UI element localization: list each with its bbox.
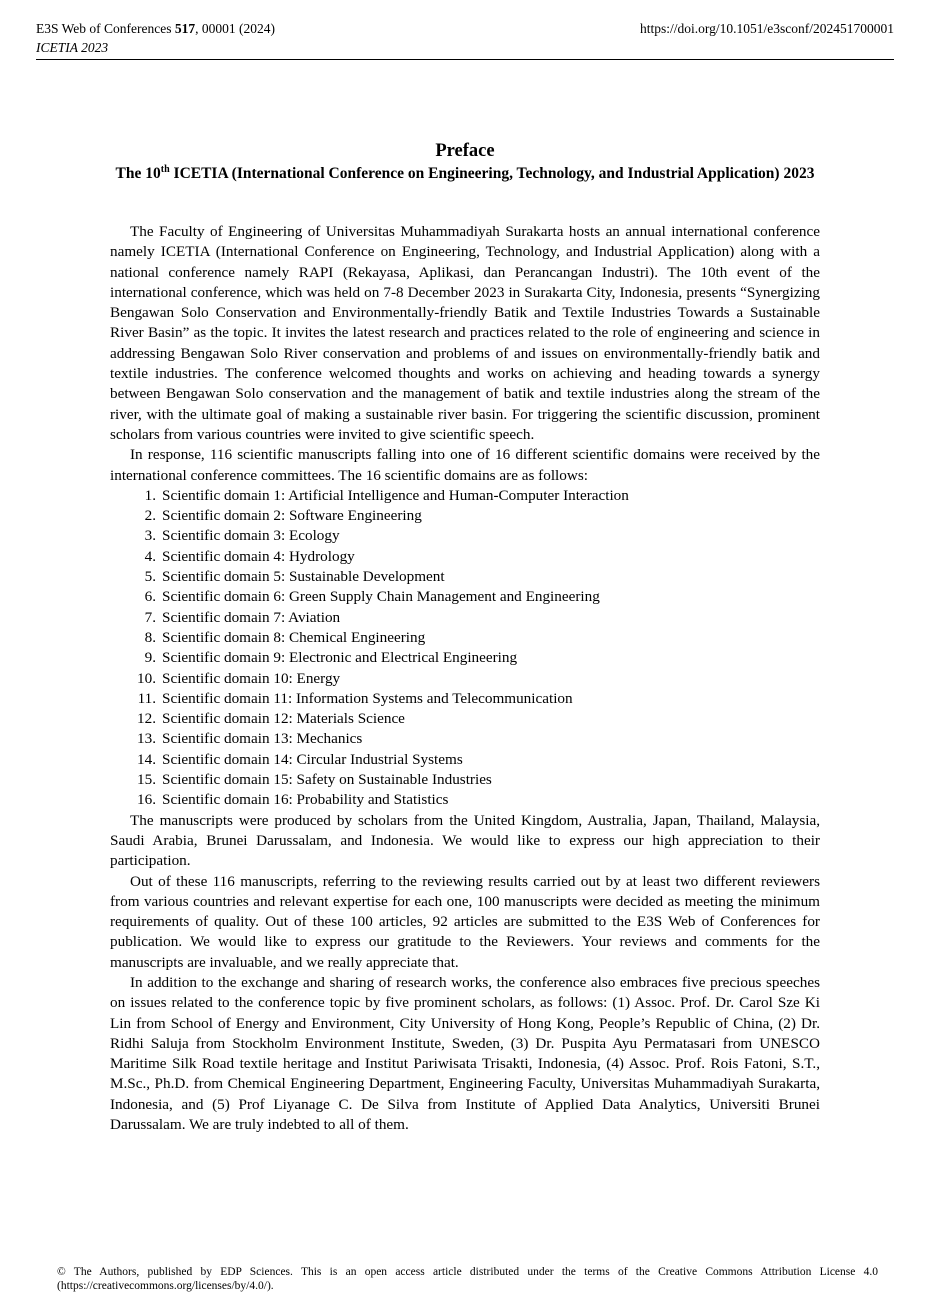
list-item <box>110 689 820 709</box>
list-number: 2. <box>144 507 156 525</box>
header-left <box>36 19 275 57</box>
paragraph: In addition to the exchange and sharing of research works, the conference also embraces five precious speeches on issues related to the conference topic by five prominent scholars, as follows: (1) Assoc. Prof. Dr. Carol Sze Ki Lin from School of Energy and Environment, City University of Hong Kong, People’s Republic of China, (2) Dr. Ridhi Saluja from Stockholm Environment Institute, Sweden, (3) Dr. Puspita Ayu Permatasari from UNESCO Maritime Silk Road textile heritage and Institut Pariwisata Trisakti, Indonesia, (4) Assoc. Prof. Rois Fatoni, S.T., M.Sc., Ph.D. from Chemical Engineering Department, Engineering Faculty, Universitas Muhammadiyah Surakarta, Indonesia, and (5) Prof Liyanage C. De Silva from Institute of Applied Data Analytics, Universiti Brunei Darussalam. We are truly indebted to all of them. <box>110 973 820 1134</box>
list-item <box>110 669 820 689</box>
paragraph: The manuscripts were produced by scholars from the United Kingdom, Australia, Japan, Thailand, Malaysia, Saudi Arabia, Brunei Darussalam, and Indonesia. We would like to express our high appreciation to their participation. <box>110 811 820 870</box>
subtitle-pre: The 10 <box>115 165 161 182</box>
list-number: 6. <box>144 588 156 606</box>
page-subtitle <box>110 164 820 184</box>
paragraph: In response, 116 scientific manuscripts falling into one of 16 different scientific domains were received by the international conference committees. The 16 scientific domains are as follows: <box>110 446 820 484</box>
list-item <box>110 648 820 668</box>
list-item <box>110 567 820 587</box>
list-text: Scientific domain 12: Materials Science <box>162 710 405 728</box>
list-item <box>110 486 820 506</box>
list-text: Scientific domain 10: Energy <box>162 669 341 687</box>
article-year: , 00001 (2024) <box>195 21 276 36</box>
list-item <box>110 526 820 546</box>
list-item <box>110 770 820 790</box>
list-item <box>110 709 820 729</box>
list-item <box>110 750 820 770</box>
title-block <box>110 140 820 184</box>
list-number: 15. <box>137 771 156 789</box>
list-text: Scientific domain 6: Green Supply Chain Management and Engineering <box>162 588 600 606</box>
list-number: 14. <box>137 750 156 768</box>
list-number: 10. <box>137 669 156 687</box>
list-text: Scientific domain 7: Aviation <box>162 608 341 626</box>
list-number: 4. <box>144 547 156 565</box>
list-number: 1. <box>144 486 156 504</box>
list-number: 5. <box>144 568 156 586</box>
journal-citation <box>36 19 275 38</box>
license-footer: © The Authors, published by EDP Sciences. This is an open access article distributed under the terms of the Creative Commons Attribution License 4.0 (https://creativecommons.org/licenses/by/4.0/). <box>57 1266 878 1292</box>
list-item <box>110 628 820 648</box>
list-text: Scientific domain 14: Circular Industrial Systems <box>162 750 463 768</box>
list-text: Scientific domain 3: Ecology <box>162 527 340 545</box>
list-text: Scientific domain 4: Hydrology <box>162 547 355 565</box>
list-number: 9. <box>144 649 156 667</box>
conference-name: ICETIA 2023 <box>36 40 109 55</box>
subtitle-post: ICETIA (International Conference on Engineering, Technology, and Industrial Application) 2023 <box>169 165 815 182</box>
list-item <box>110 729 820 749</box>
domain-list <box>110 486 820 811</box>
list-text: Scientific domain 13: Mechanics <box>162 730 363 748</box>
page-title: Preface <box>435 141 495 161</box>
list-number: 16. <box>137 791 156 809</box>
list-number: 11. <box>137 689 156 707</box>
list-number: 8. <box>144 628 156 646</box>
paragraph: The Faculty of Engineering of Universitas Muhammadiyah Surakarta hosts an annual international conference namely ICETIA (International Conference on Engineering, Technology, and Industrial Application) along with a national conference namely RAPI (Rekayasa, Aplikasi, dan Perancangan Industri). The 10th event of the international conference, which was held on 7-8 December 2023 in Surakarta City, Indonesia, presents “Synergizing Bengawan Solo Conservation and Environmentally-friendly Batik and Textile Industries Towards a Sustainable River Basin” as the topic. It invites the latest research and practices related to the role of engineering and science in addressing Bengawan Solo River conservation and problems of and issues on environmentally-friendly batik and textile industries. The conference welcomed thoughts and works on achieving and heading towards a synergy between Bengawan Solo conservation and the management of batik and textile industries along the stream of the river, with the ultimate goal of making a sustainable river basin. For triggering the scientific discussion, prominent scholars from various countries were invited to give scientific speech. <box>110 223 820 443</box>
list-text: Scientific domain 9: Electronic and Electrical Engineering <box>162 649 518 667</box>
list-text: Scientific domain 8: Chemical Engineering <box>162 628 426 646</box>
paragraph: Out of these 116 manuscripts, referring to the reviewing results carried out by at least two different reviewers from various countries and relevant expertise for each one, 100 manuscripts were decided as meeting the minimum requirements of quality. Out of these 100 articles, 92 articles are submitted to the E3S Web of Conferences for publication. We would like to express our gratitude to the Reviewers. Your reviews and comments for the manuscripts are invaluable, and we really appreciate that. <box>110 872 820 971</box>
list-item <box>110 587 820 607</box>
journal-volume: 517 <box>174 21 196 36</box>
list-text: Scientific domain 16: Probability and Statistics <box>162 791 449 809</box>
list-text: Scientific domain 2: Software Engineering <box>162 507 422 525</box>
list-number: 7. <box>144 608 156 626</box>
list-item <box>110 790 820 810</box>
list-text: Scientific domain 1: Artificial Intelligence and Human-Computer Interaction <box>162 486 629 504</box>
list-number: 12. <box>137 710 156 728</box>
list-number: 13. <box>137 730 156 748</box>
list-text: Scientific domain 11: Information Systems and Telecommunication <box>162 689 573 707</box>
list-number: 3. <box>144 527 156 545</box>
list-text: Scientific domain 5: Sustainable Development <box>162 568 445 586</box>
list-item <box>110 608 820 628</box>
list-text: Scientific domain 15: Safety on Sustainable Industries <box>162 771 492 789</box>
subtitle-sup: th <box>160 163 170 175</box>
doi-link[interactable]: https://doi.org/10.1051/e3sconf/202451700001 <box>640 21 894 36</box>
list-item <box>110 547 820 567</box>
page-header <box>36 17 894 60</box>
list-item <box>110 506 820 526</box>
journal-name: E3S Web of Conferences <box>36 21 172 36</box>
preface-body <box>110 222 820 1135</box>
